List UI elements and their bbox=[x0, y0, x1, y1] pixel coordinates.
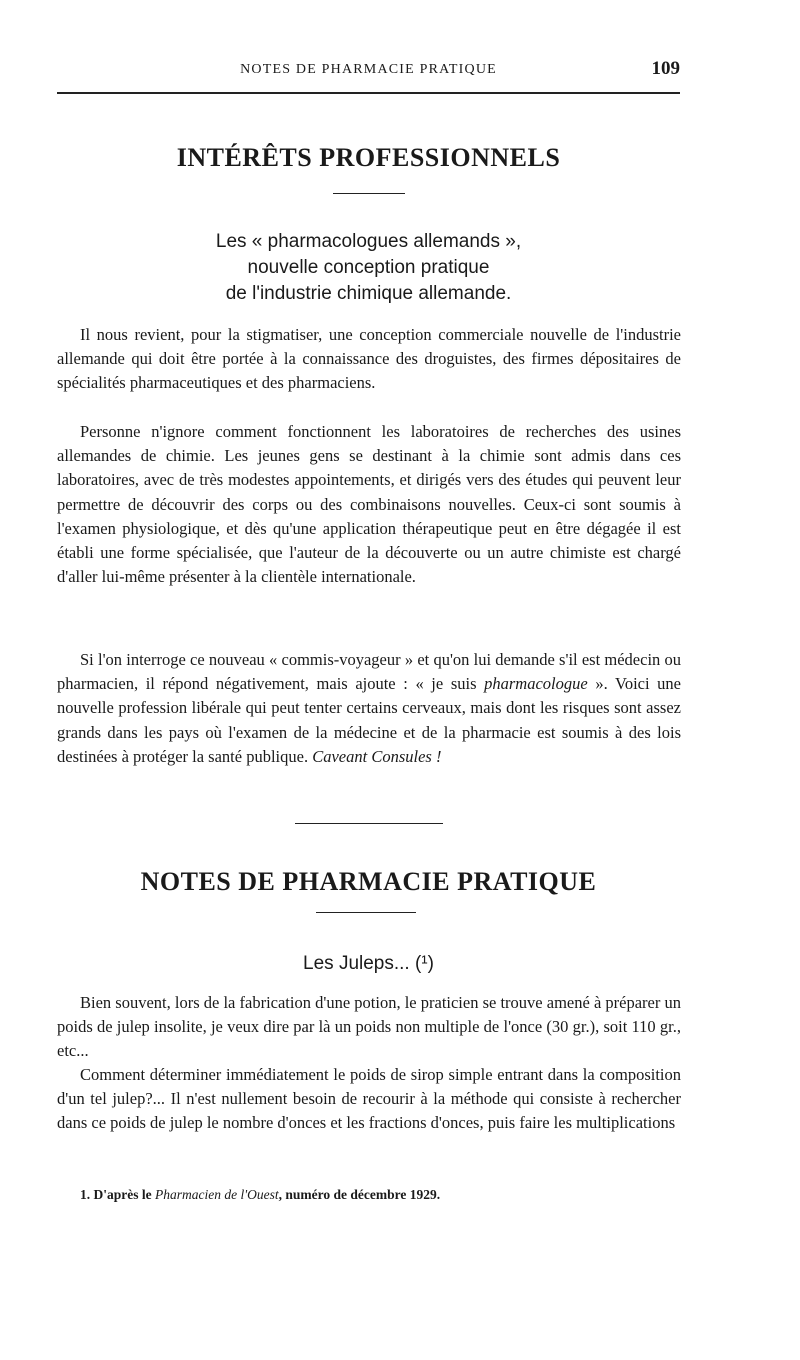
section-title-notes: NOTES DE PHARMACIE PRATIQUE bbox=[140, 867, 597, 896]
section-separator bbox=[295, 823, 443, 824]
paragraph: Personne n'ignore comment fonctionnent les laboratoires de recherches des usines allemandes de chimie. Les jeunes gens se destinant à la chimie sont admis dans ces laboratoires, avec de très modestes appointements, et dirigés vers des études qui peuvent leur permettre de découvrir des corps ou des combinaisons nouvelles. Ceux-ci sont soumis à l'examen physiologique, et dès qu'une application thérapeutique peut en être dégagée il est établi une forme spécialisée, que l'auteur de la découverte ou un autre chimiste est chargé d'aller lui-même présenter à la clientèle internationale. bbox=[57, 422, 681, 587]
closing-phrase: Caveant Consules ! bbox=[312, 746, 442, 766]
title-rule bbox=[333, 193, 405, 194]
section-title-interets: INTÉRÊTS PROFESSIONNELS bbox=[176, 143, 561, 172]
footnote: 1. D'après le Pharmacien de l'Ouest, numéro de décembre 1929. bbox=[80, 1187, 441, 1202]
article-subtitle: Les Juleps... (¹) bbox=[303, 953, 434, 974]
subtitle-line: de l'industrie chimique allemande. bbox=[225, 283, 512, 304]
title-rule bbox=[316, 912, 416, 913]
italic-term: pharmacologue bbox=[484, 674, 588, 694]
header-rule bbox=[57, 92, 680, 94]
article-subtitle bbox=[57, 229, 680, 307]
page-number: 109 bbox=[651, 58, 680, 79]
paragraph: Il nous revient, pour la stigmatiser, une conception commerciale nouvelle de l'industrie allemande qui doit être portée à la connaissance des droguistes, des firmes dépositaires de spécialités pharmaceutiques et des pharmaciens. bbox=[57, 325, 681, 393]
running-head bbox=[57, 60, 680, 90]
subtitle-line: Les « pharmacologues allemands », bbox=[215, 231, 522, 252]
paragraph: Si l'on interroge ce nouveau « commis-voyageur » et qu'on lui demande s'il est médecin ou pharmacien, il répond négativement, mais ajoute : « je suis pharmacologue ». Voici une nouvelle profession libérale qui peut tenter certains cerveaux, mais dont les risques sont assez grands dans les pays où l'examen de la médecine et de la pharmacie est soumis à des lois destinées à protéger la santé publique. Caveant Consules ! bbox=[57, 650, 681, 766]
subtitle-line: nouvelle conception pratique bbox=[247, 257, 490, 278]
footnote-source: Pharmacien de l'Ouest bbox=[155, 1187, 279, 1202]
paragraph: Bien souvent, lors de la fabrication d'une potion, le praticien se trouve amené à préparer un poids de julep insolite, je veux dire par là un poids non multiple de l'once (30 gr.), soit 110 gr., etc... bbox=[57, 993, 681, 1061]
running-title: NOTES DE PHARMACIE PRATIQUE bbox=[240, 62, 497, 77]
paragraph: Comment déterminer immédiatement le poids de sirop simple entrant dans la composition d'un tel julep?... Il n'est nullement besoin de recourir à la méthode qui consiste à rechercher dans ce poids de julep le nombre d'onces et les fractions d'onces, puis faire les multiplications bbox=[57, 1065, 681, 1133]
